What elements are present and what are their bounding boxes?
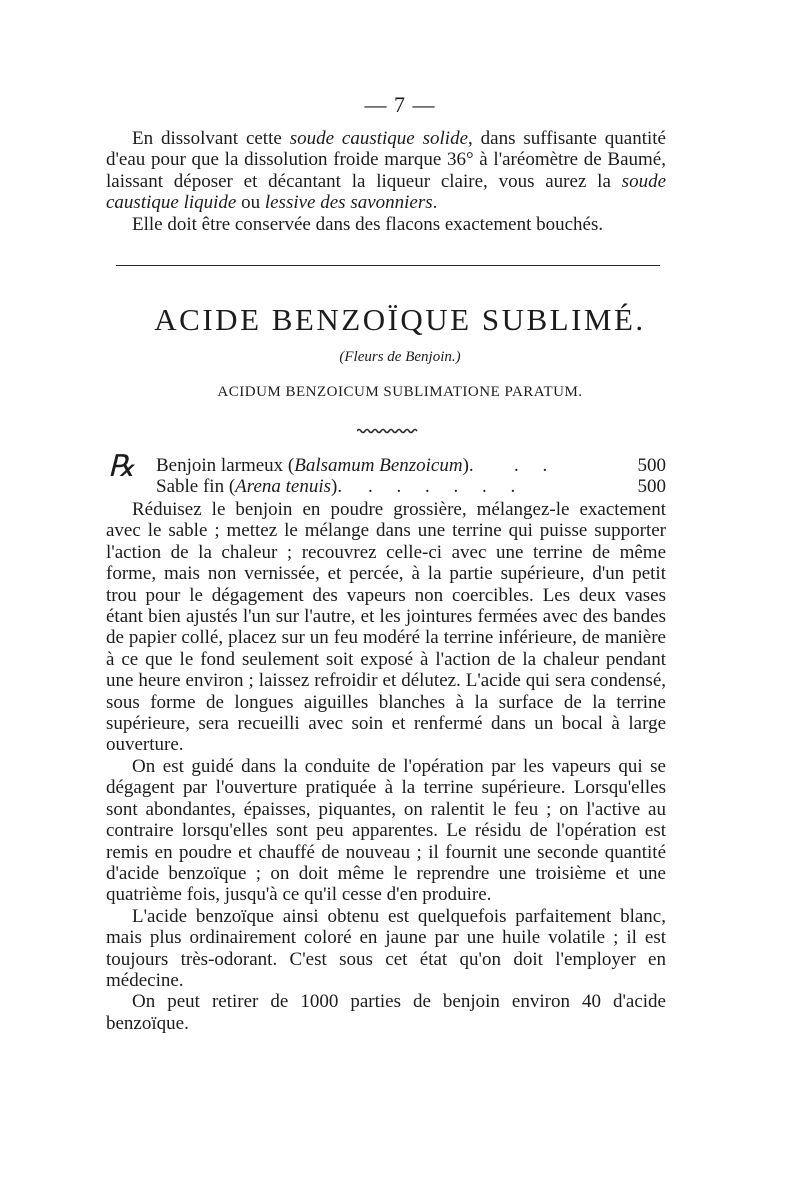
recipe-list [106, 450, 666, 497]
body-text [106, 499, 666, 1034]
section-title: ACIDE BENZOÏQUE SUBLIMÉ. [154, 302, 646, 337]
ingredient-latin: Arena tenuis [235, 476, 332, 497]
ingredient-label: Benjoin larmeux ( [156, 455, 295, 476]
ingredient-quantity: 500 [637, 476, 666, 497]
body-paragraph: L'acide benzoïque ainsi obtenu est quelquefois parfaitement blanc, mais plus ordinairement coloré en jaune par une huile volatile ; il est toujours très-odorant. C'est sous cet état qu'on doit l'employer en médecine. [106, 905, 666, 991]
ingredient-row [106, 476, 666, 497]
ingredient-name [156, 476, 342, 497]
recipe-symbol-icon: ℞ [108, 450, 135, 483]
leader-dots: . . . . . . [368, 476, 516, 497]
section-divider [116, 265, 660, 266]
wavy-ornament [357, 428, 419, 434]
ingredient-row [106, 455, 666, 476]
body-paragraph: Réduisez le benjoin en poudre grossière, mélangez-le exactement avec le sable ; mettez le mélange dans une terrine qui puisse supporter l'action de la chaleur ; recouvrez celle-ci avec une terrine de même forme, mais non vernissée, et percée, à la partie supérieure, d'un petit trou pour le dégagement des vapeurs non coercibles. Les deux vases étant bien ajustés l'un sur l'autre, et les jointures fermées avec des bandes de papier collé, placez sur un feu modéré la terrine inférieure, de manière à ce que le fond seulement soit exposé à l'action de la chaleur pendant une heure environ ; laissez refroidir et délutez. L'acide qui sera condensé, sous forme de longues aiguilles blanches à la surface de la terrine supérieure, sera recueilli avec soin et renfermé dans un bocal à large ouverture. [106, 499, 666, 756]
intro-text-segment: ou [236, 192, 265, 214]
intro-italic-term: lessive des savonniers [264, 192, 433, 214]
intro-text-segment: En dissolvant cette [132, 128, 290, 149]
ingredient-label-end: ). [462, 455, 474, 476]
intro-paragraph-1 [106, 128, 666, 214]
ingredient-label: Sable fin ( [156, 476, 236, 497]
ingredient-quantity: 500 [637, 455, 666, 476]
ingredient-name [156, 455, 474, 476]
leader-dots: . . [514, 455, 548, 476]
latin-name: ACIDUM BENZOICUM SUBLIMATIONE PARATUM. [217, 384, 583, 400]
intro-text-segment: , dans suffisante quantité d'eau pour que la dissolution froide marque 36° à l'aréomètre de Baumé, laissant déposer et décantant la liqueur claire, vous aurez la [106, 128, 666, 192]
intro-italic-term: soude caustique liquide [106, 170, 666, 214]
body-paragraph: On est guidé dans la conduite de l'opération par les vapeurs qui se dégagent par l'ouverture pratiquée à la terrine supérieure. Lorsqu'elles sont abondantes, épaisses, piquantes, on ralentit le feu ; on l'active au contraire lorsqu'elles sont peu apparentes. Le résidu de l'opération est remis en poudre et chauffé de nouveau ; il fournit une seconde quantité d'acide benzoïque ; on doit même le reprendre une troisième et une quatrième fois, jusqu'à ce qu'il cesse d'en produire. [106, 755, 666, 906]
page-number: — 7 — [364, 92, 436, 117]
ingredient-latin: Balsamum Benzoicum [294, 455, 463, 476]
intro-text [106, 128, 666, 235]
intro-text-segment: . [432, 192, 438, 214]
intro-paragraph-2: Elle doit être conservée dans des flacons exactement bouchés. [132, 213, 604, 235]
ingredient-label-end: ). [331, 476, 343, 497]
intro-italic-term: soude caustique solide [289, 128, 469, 149]
body-paragraph: On peut retirer de 1000 parties de benjoin environ 40 d'acide benzoïque. [106, 991, 666, 1034]
section-subtitle: (Fleurs de Benjoin.) [339, 349, 461, 365]
